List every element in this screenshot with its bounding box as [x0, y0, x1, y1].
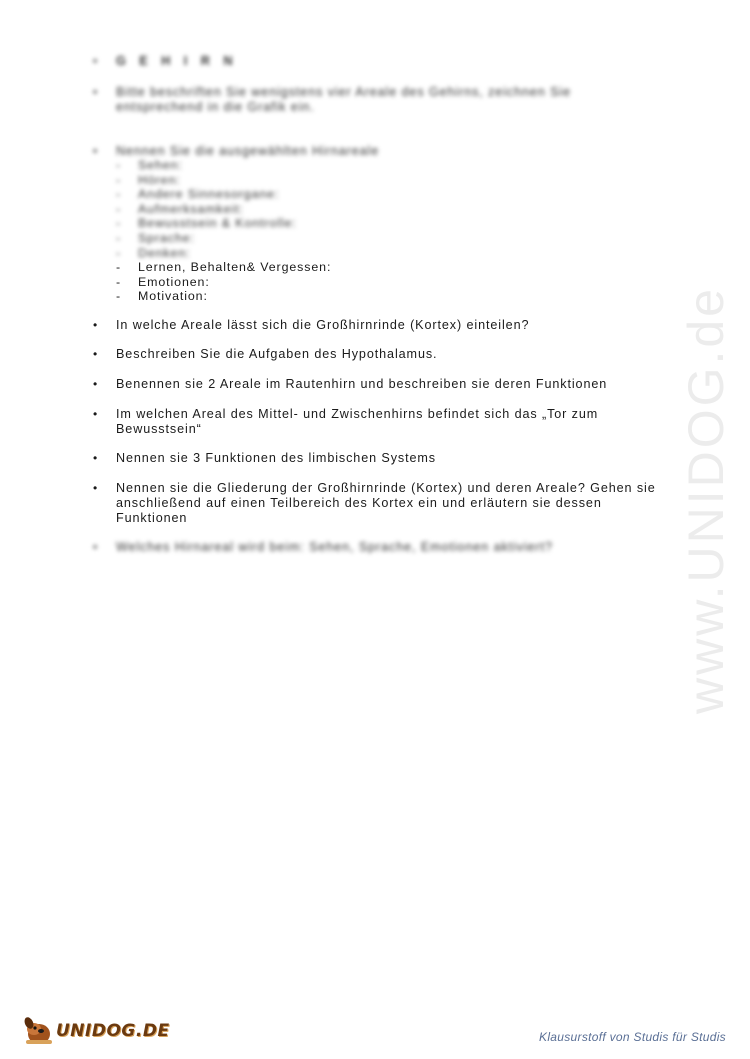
question-item	[93, 451, 663, 466]
area-list-item: - Aufmerksamkeit:	[116, 201, 244, 216]
bullet: •	[93, 318, 99, 332]
question-item	[93, 407, 648, 437]
area-list-item: - Emotionen:	[116, 274, 210, 289]
bullet: •	[93, 481, 99, 495]
task-item	[93, 85, 613, 115]
area-list-item: - Sehen:	[116, 158, 183, 172]
bullet: •	[93, 347, 99, 361]
question-text: Benennen sie 2 Areale im Rautenhirn und beschreiben sie deren Funktionen	[116, 377, 608, 391]
question-item	[93, 347, 663, 362]
area-list-item: - Bewusstsein & Kontrolle:	[116, 216, 297, 231]
question-text: Beschreiben Sie die Aufgaben des Hypothalamus.	[116, 347, 438, 361]
area-list-item: - Motivation:	[116, 289, 208, 304]
question-item	[93, 318, 663, 333]
question-text: Im welchen Areal des Mittel- und Zwischenhirns befindet sich das „Tor zum Bewusstsein“	[116, 407, 599, 436]
bullet: •	[93, 407, 99, 421]
area-list-item: - Hören:	[116, 172, 181, 187]
bullet: •	[93, 377, 99, 391]
question-item	[93, 377, 663, 392]
question-item	[93, 481, 668, 526]
area-list-item: - Denken:	[116, 245, 191, 260]
footer-tagline: Klausurstoff von Studis für Studis	[539, 1030, 726, 1044]
bullet: •	[93, 85, 99, 99]
area-list-item: - Lernen, Behalten& Vergessen:	[116, 260, 332, 275]
heading-item	[93, 54, 663, 69]
question-text: Welches Hirnareal wird beim: Sehen, Sprache, Emotionen aktiviert?	[116, 540, 553, 554]
bullet: •	[93, 144, 99, 158]
area-list-item: - Sprache:	[116, 230, 195, 245]
area-list-item: - Andere Sinnesorgane:	[116, 187, 280, 202]
watermark: www.UNIDOG.de	[678, 286, 734, 714]
bullet: •	[93, 54, 99, 68]
question-text: Nennen sie 3 Funktionen des limbischen Systems	[116, 451, 437, 465]
area-list	[116, 158, 516, 304]
task-text: Bitte beschriften Sie wenigstens vier Areale des Gehirns, zeichnen Sie entsprechend in die Grafik ein.	[116, 85, 572, 114]
task-text: Nennen Sie die ausgewählten Hirnareale	[116, 144, 380, 158]
task-item	[93, 144, 663, 159]
bullet: •	[93, 540, 99, 554]
bullet: •	[93, 451, 99, 465]
question-text: Nennen sie die Gliederung der Großhirnrinde (Kortex) und deren Areale? Gehen sie anschließend auf einen Teilbereich des Kortex ein und erläutern sie dessen Funktionen	[116, 481, 656, 525]
section-heading: G E H I R N	[116, 54, 238, 68]
question-item	[93, 540, 693, 555]
question-text: In welche Areale lässt sich die Großhirnrinde (Kortex) einteilen?	[116, 318, 530, 332]
unidog-logo[interactable]	[22, 1012, 170, 1048]
logo-text: UNIDOG.DE	[56, 1021, 170, 1041]
